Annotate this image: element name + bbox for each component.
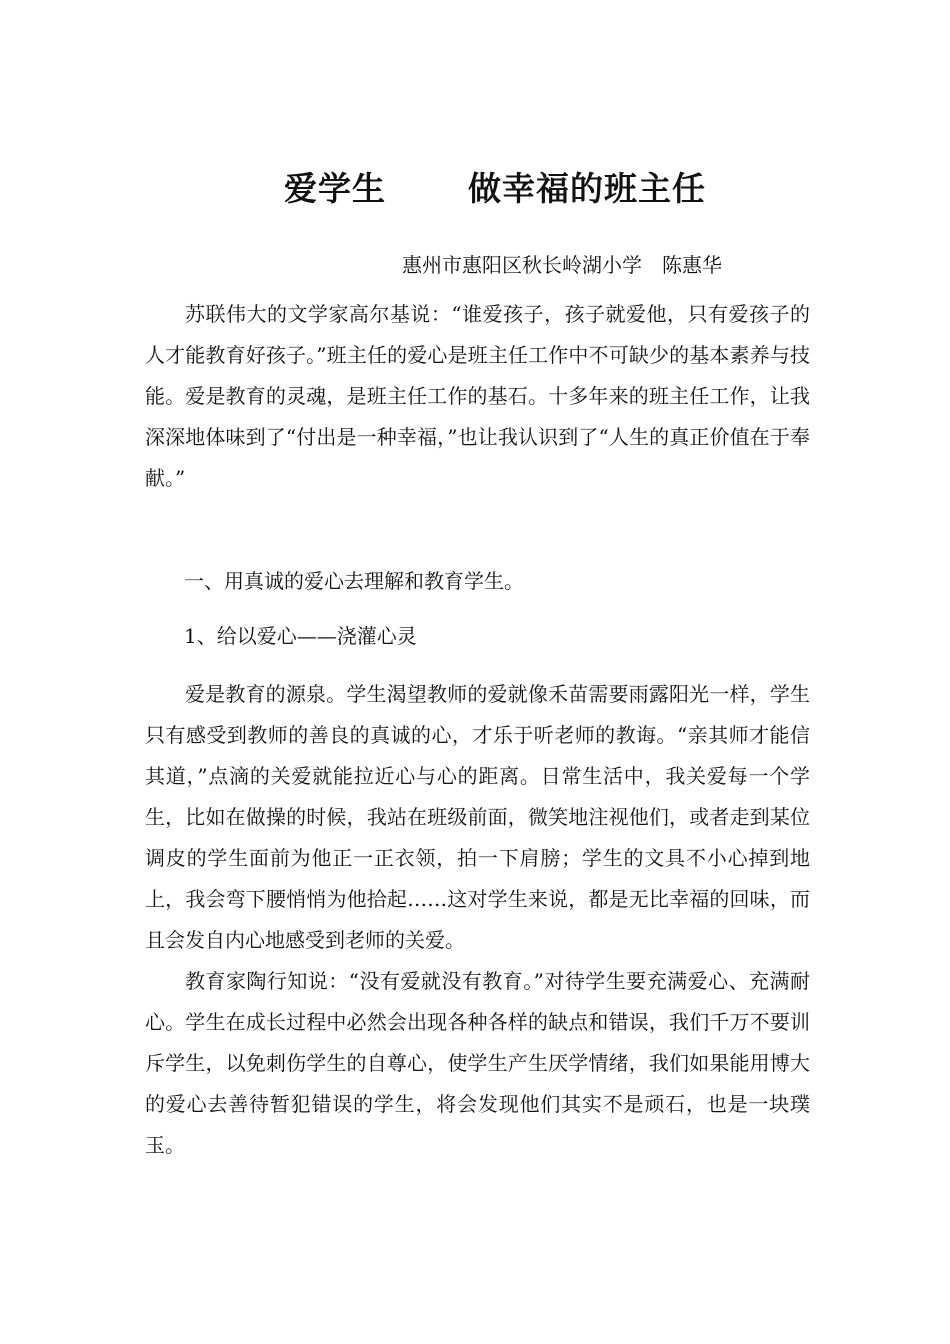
author-line: 惠州市惠阳区秋长岭湖小学 陈惠华 [402,253,722,277]
body-paragraph-2: 教育家陶行知说：“没有爱就没有教育。”对待学生要充满爱心、充满耐心。学生在成长过程中必然会出现各种各样的缺点和错误，我们千万不要训斥学生，以免刺伤学生的自尊心，使学生产生厌学情绪，我们如果能用博大的爱心去善待暂犯错误的学生，将会发现他们其实不是顽石，也是一块璞玉。 [145,969,810,1157]
title-part-1: 爱学生 [284,169,386,208]
title-part-2: 做幸福的班主任 [468,169,706,208]
document-title [0,165,950,213]
intro-paragraph: 苏联伟大的文学家高尔基说：“谁爱孩子，孩子就爱他，只有爱孩子的人才能教育好孩子。”班主任的爱心是班主任工作中不可缺少的基本素养与技能。爱是教育的灵魂，是班主任工作的基石。十多年来的班主任工作，让我深深地体味到了“付出是一种幸福，”也让我认识到了“人生的真正价值在于奉献。” [145,302,810,490]
section-heading: 一、用真诚的爱心去理解和教育学生。 [184,569,524,593]
subsection-heading: 1、给以爱心——浇灌心灵 [184,624,417,648]
intro-section [145,294,810,499]
main-body [145,674,810,1166]
body-paragraph-1: 爱是教育的源泉。学生渴望教师的爱就像禾苗需要雨露阳光一样，学生只有感受到教师的善良的真诚的心，才乐于听老师的教诲。“亲其师才能信其道，”点滴的关爱就能拉近心与心的距离。日常生活中，我关爱每一个学生，比如在做操的时候，我站在班级前面，微笑地注视他们，或者走到某位调皮的学生面前为他正一正衣领，拍一下肩膀；学生的文具不小心掉到地上，我会弯下腰悄悄为他拾起……这对学生来说，都是无比幸福的回味，而且会发自内心地感受到老师的关爱。 [145,682,810,952]
